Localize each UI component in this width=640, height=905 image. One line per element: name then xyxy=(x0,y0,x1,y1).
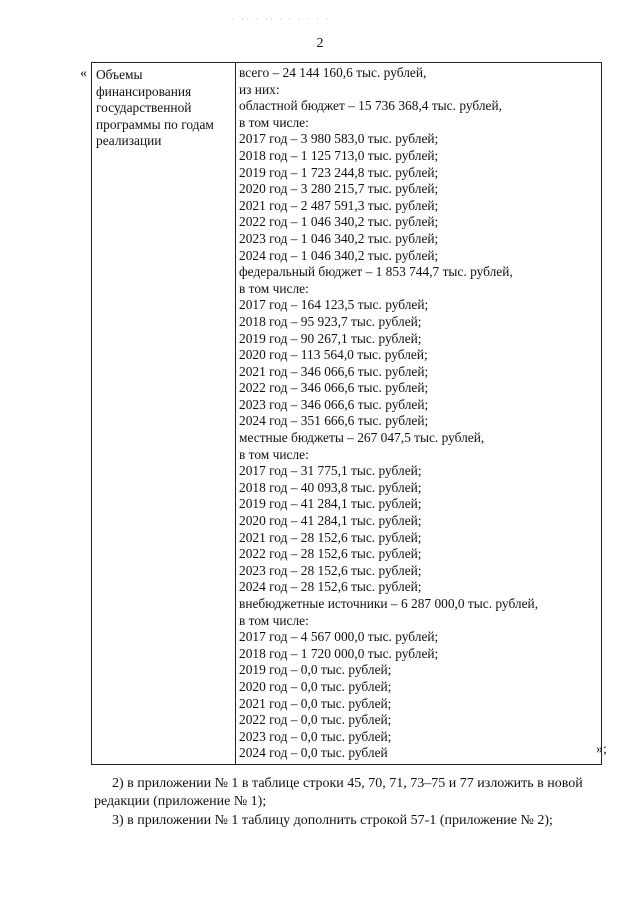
paragraph-2: 2) в приложении № 1 в таблице строки 45, 70, 71, 73–75 и 77 изложить в новой редакции (приложение № 1); xyxy=(94,776,583,809)
funding-line: 2018 год – 1 720 000,0 тыс. рублей; xyxy=(239,645,439,661)
funding-line: 2023 год – 0,0 тыс. рублей; xyxy=(239,728,392,744)
funding-line: 2022 год – 0,0 тыс. рублей; xyxy=(239,712,392,728)
funding-line: в том числе: xyxy=(239,114,309,130)
funding-line: 2017 год – 3 980 583,0 тыс. рублей; xyxy=(239,131,439,147)
funding-line: 2020 год – 113 564,0 тыс. рублей; xyxy=(239,347,428,363)
funding-line: областной бюджет – 15 736 368,4 тыс. рублей, xyxy=(239,98,502,114)
scan-artifact: · ·· · ·· · · · · · · xyxy=(232,14,331,24)
funding-line: 2019 год – 0,0 тыс. рублей; xyxy=(239,662,392,678)
funding-line: 2022 год – 1 046 340,2 тыс. рублей; xyxy=(239,214,439,230)
funding-line: 2024 год – 0,0 тыс. рублей xyxy=(239,745,388,761)
funding-line: всего – 24 144 160,6 тыс. рублей, xyxy=(239,65,427,80)
funding-line: 2018 год – 1 125 713,0 тыс. рублей; xyxy=(239,147,439,163)
funding-line: 2020 год – 3 280 215,7 тыс. рублей; xyxy=(239,181,439,197)
table-row xyxy=(92,63,602,765)
funding-line: 2018 год – 40 093,8 тыс. рублей; xyxy=(239,479,422,495)
funding-lines xyxy=(239,65,597,762)
funding-line: 2022 год – 28 152,6 тыс. рублей; xyxy=(239,546,422,562)
funding-line: 2022 год – 346 066,6 тыс. рублей; xyxy=(239,380,429,396)
funding-line: 2021 год – 2 487 591,3 тыс. рублей; xyxy=(239,197,439,213)
funding-line: из них: xyxy=(239,81,280,97)
paragraph-3: 3) в приложении № 1 таблицу дополнить строкой 57-1 (приложение № 2); xyxy=(112,813,553,828)
funding-values-cell xyxy=(236,63,602,765)
funding-line: 2023 год – 28 152,6 тыс. рублей; xyxy=(239,562,422,578)
funding-line: 2020 год – 41 284,1 тыс. рублей; xyxy=(239,513,422,529)
funding-line: 2021 год – 0,0 тыс. рублей; xyxy=(239,695,392,711)
funding-line: 2017 год – 164 123,5 тыс. рублей; xyxy=(239,297,429,313)
funding-line: 2019 год – 41 284,1 тыс. рублей; xyxy=(239,496,422,512)
funding-line: местные бюджеты – 267 047,5 тыс. рублей, xyxy=(239,430,485,446)
funding-line: 2024 год – 28 152,6 тыс. рублей; xyxy=(239,579,422,595)
opening-quote: « xyxy=(80,66,87,81)
funding-line: 2019 год – 90 267,1 тыс. рублей; xyxy=(239,330,422,346)
funding-table xyxy=(91,62,602,765)
funding-line: 2024 год – 351 666,6 тыс. рублей; xyxy=(239,413,429,429)
funding-line: федеральный бюджет – 1 853 744,7 тыс. рублей, xyxy=(239,264,513,280)
funding-line: внебюджетные источники – 6 287 000,0 тыс. рублей, xyxy=(239,596,539,611)
page-number: 2 xyxy=(316,36,324,51)
funding-line: 2021 год – 346 066,6 тыс. рублей; xyxy=(239,363,429,379)
funding-line: в том числе: xyxy=(239,612,309,628)
funding-line: 2023 год – 1 046 340,2 тыс. рублей; xyxy=(239,230,439,246)
closing-quote: »; xyxy=(596,742,607,757)
funding-label-cell: Объемы финансирования государственной программы по годам реализации xyxy=(92,63,236,765)
funding-line: 2017 год – 4 567 000,0 тыс. рублей; xyxy=(239,629,439,645)
funding-line: 2019 год – 1 723 244,8 тыс. рублей; xyxy=(239,164,439,180)
funding-line: 2021 год – 28 152,6 тыс. рублей; xyxy=(239,529,422,545)
funding-line: в том числе: xyxy=(239,280,309,296)
funding-line: 2018 год – 95 923,7 тыс. рублей; xyxy=(239,313,422,329)
funding-line: 2024 год – 1 046 340,2 тыс. рублей; xyxy=(239,247,439,263)
funding-line: 2023 год – 346 066,6 тыс. рублей; xyxy=(239,396,429,412)
funding-line: 2020 год – 0,0 тыс. рублей; xyxy=(239,678,392,694)
funding-line: в том числе: xyxy=(239,446,309,462)
funding-line: 2017 год – 31 775,1 тыс. рублей; xyxy=(239,463,422,479)
